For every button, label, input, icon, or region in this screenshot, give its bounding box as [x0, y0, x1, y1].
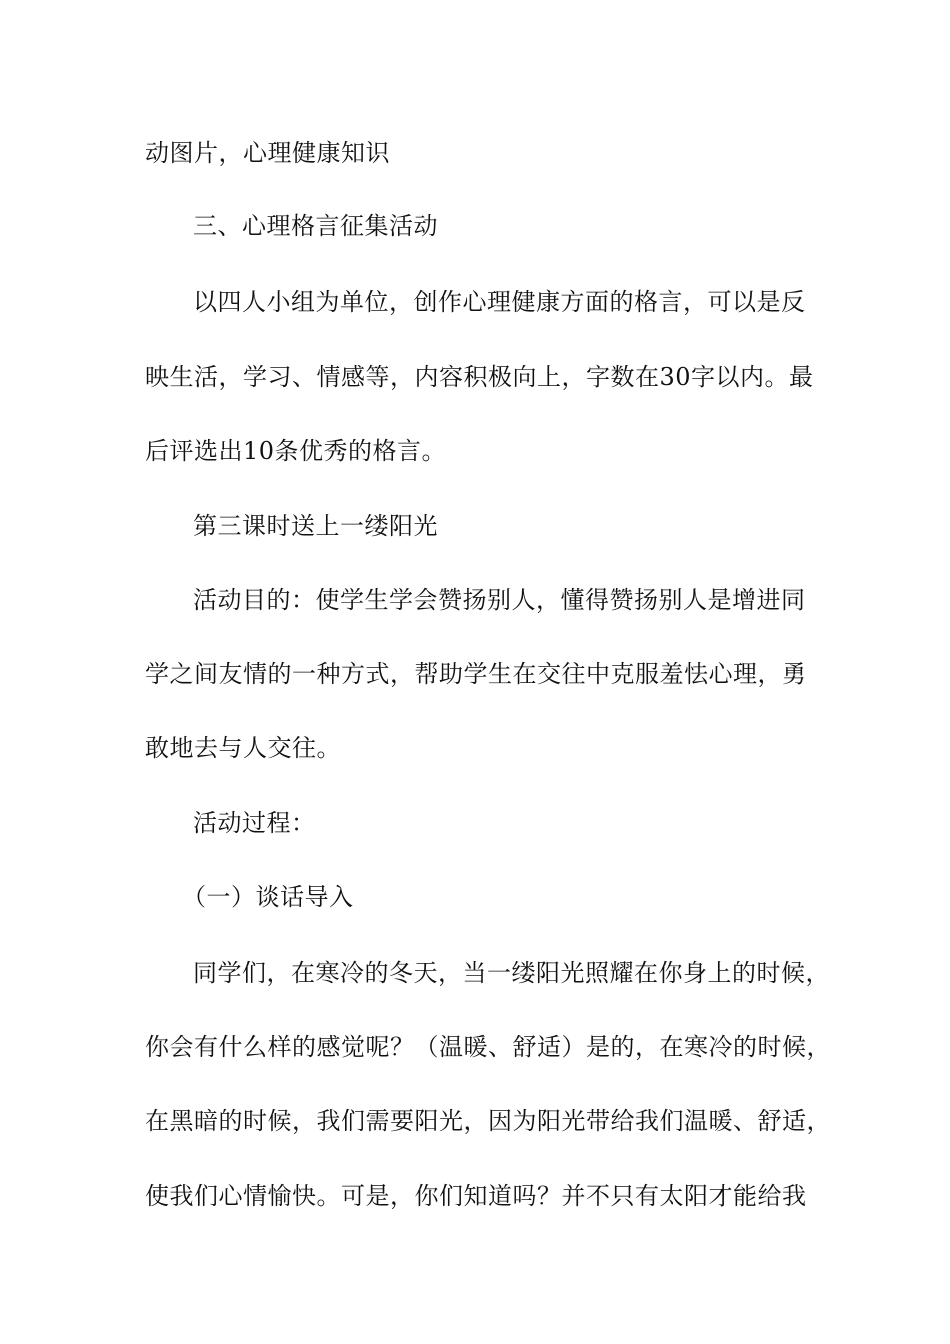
lesson-heading: 第三课时送上一缕阳光 — [193, 512, 438, 540]
paragraph-line: 活动目的：使学生学会赞扬别人，懂得赞扬别人是增进同 — [193, 586, 806, 614]
paragraph-line: 动图片，心理健康知识 — [145, 139, 390, 167]
paragraph-line: 以四人小组为单位，创作心理健康方面的格言，可以是反 — [193, 288, 806, 316]
section-heading: 三、心理格言征集活动 — [193, 212, 438, 240]
paragraph-line: 学之间友情的一种方式，帮助学生在交往中克服羞怯心理，勇 — [145, 660, 807, 688]
paragraph-line: 你会有什么样的感觉呢？（温暖、舒适）是的，在寒冷的时候， — [145, 1033, 831, 1061]
subsection-heading: （一）谈话导入 — [182, 883, 354, 911]
paragraph-line: 后评选出10条优秀的格言。 — [145, 437, 447, 465]
paragraph-line: 敢地去与人交往。 — [145, 734, 341, 762]
paragraph-line: 使我们心情愉快。可是，你们知道吗？并不只有太阳才能给我 — [145, 1182, 807, 1210]
paragraph-line: 映生活，学习、情感等，内容积极向上，字数在30字以内。最 — [145, 363, 814, 391]
paragraph-line: 同学们，在寒冷的冬天，当一缕阳光照耀在你身上的时候， — [193, 959, 830, 987]
paragraph-line: 在黑暗的时候，我们需要阳光，因为阳光带给我们温暖、舒适， — [145, 1107, 831, 1135]
activity-process-heading: 活动过程： — [193, 809, 316, 837]
